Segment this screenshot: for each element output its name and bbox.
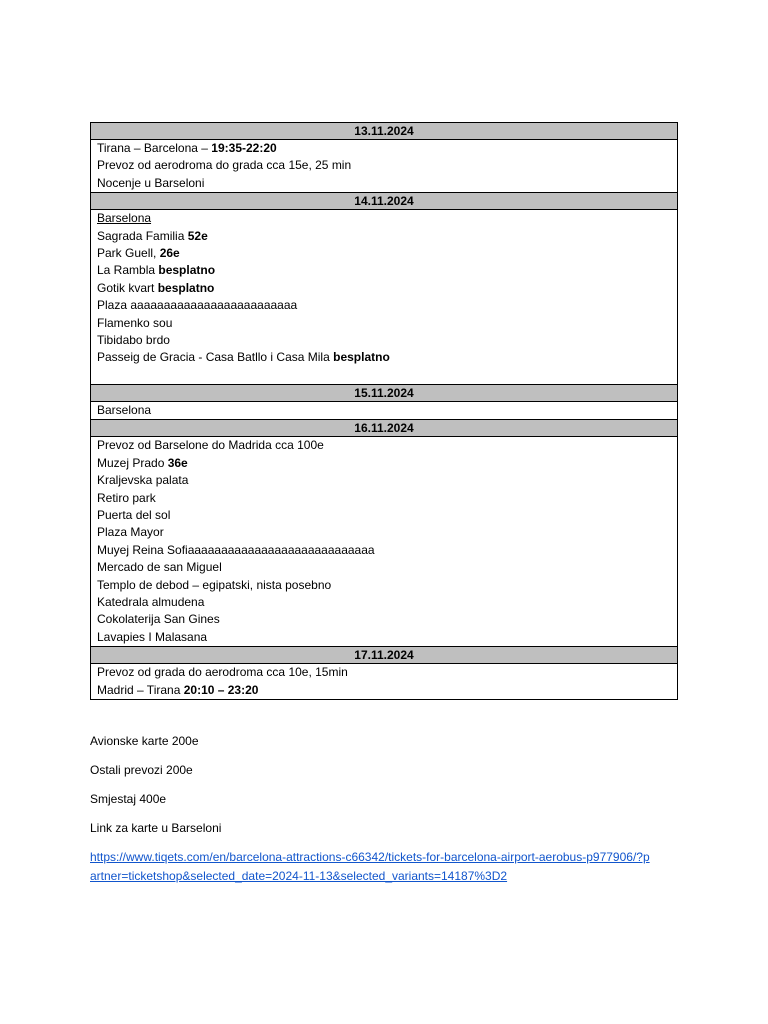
activity-text: Mercado de san Miguel [97, 560, 222, 575]
activity-line [97, 315, 671, 332]
activity-text: Flamenko sou [97, 315, 173, 330]
day-header-row [91, 123, 678, 140]
activity-text: Plaza Mayor [97, 525, 164, 540]
activity-text: Sagrada Familia [97, 228, 188, 243]
activity-text: Prevoz od Barselone do Madrida cca 100e [97, 438, 324, 453]
activity-line [97, 332, 671, 349]
activity-highlight: besplatno [158, 263, 216, 278]
activity-line [97, 367, 671, 384]
day-date: 16.11.2024 [91, 420, 678, 437]
day-header-row [91, 647, 678, 664]
day-date: 13.11.2024 [91, 123, 678, 140]
activity-text: Tibidabo brdo [97, 332, 170, 347]
activity-highlight: 19:35-22:20 [211, 141, 277, 155]
day-activities [91, 210, 678, 385]
day-activities [91, 140, 678, 193]
activity-line [97, 507, 671, 524]
activity-text: Plaza aaaaaaaaaaaaaaaaaaaaaaaaa [97, 298, 298, 313]
activity-line [97, 228, 671, 245]
day-content-row [91, 402, 678, 420]
activity-line [97, 611, 671, 628]
activity-line [97, 577, 671, 594]
day-header-row [91, 193, 678, 210]
activity-highlight: 20:10 – 23:20 [183, 682, 259, 697]
activity-text: Tirana – Barcelona – [97, 141, 212, 155]
day-date: 14.11.2024 [91, 193, 678, 210]
activity-text: Gotik kvart [97, 280, 158, 295]
activity-highlight: 36e [167, 455, 188, 470]
activity-line [97, 629, 671, 646]
activity-line [97, 437, 671, 454]
activity-highlight: 52e [187, 228, 208, 243]
day-date: 17.11.2024 [91, 647, 678, 664]
day-date: 15.11.2024 [91, 385, 678, 402]
activity-line [97, 402, 671, 419]
activity-text: Puerta del sol [97, 508, 171, 523]
note-flights: Avionske karte 200e [90, 734, 199, 748]
activity-line [97, 297, 671, 314]
activity-text: Retiro park [97, 490, 156, 505]
activity-text: Lavapies I Malasana [97, 629, 208, 644]
activity-line [97, 210, 671, 227]
activity-line [97, 245, 671, 262]
activity-text: Katedrala almudena [97, 594, 205, 609]
activity-text: La Rambla [97, 263, 159, 278]
activity-line [97, 262, 671, 279]
activity-line [97, 280, 671, 297]
activity-line [97, 157, 671, 174]
activity-line [97, 349, 671, 366]
activity-text: Nocenje u Barseloni [97, 175, 205, 190]
activity-line [97, 175, 671, 192]
activity-text: Barselona [97, 403, 152, 418]
activity-line [97, 140, 671, 157]
activity-text: Muyej Reina Sofiaaaaaaaaaaaaaaaaaaaaaaaaaaaa [97, 542, 375, 557]
note-link-label: Link za karte u Barseloni [90, 821, 222, 835]
activity-highlight: besplatno [157, 280, 215, 295]
activity-line [97, 542, 671, 559]
activity-text: Barselona [97, 211, 152, 226]
activity-text: Kraljevska palata [97, 473, 189, 488]
activity-line [97, 682, 671, 699]
activity-text: Cokolaterija San Gines [97, 612, 220, 627]
day-content-row [91, 664, 678, 700]
day-content-row [91, 437, 678, 647]
activity-highlight: besplatno [333, 350, 390, 365]
activity-line [97, 559, 671, 576]
activity-line [97, 490, 671, 507]
note-accommodation: Smjestaj 400e [90, 792, 167, 806]
activity-text: Prevoz od grada do aerodroma cca 10e, 15min [97, 665, 348, 680]
day-header-row [91, 420, 678, 437]
tickets-link[interactable]: https://www.tiqets.com/en/barcelona-attractions-c66342/tickets-for-barcelona-airport-aerobus-p977906/?partner=ticketshop&selected_date=2024-11-13&selected_variants=14187%3D2 [90, 850, 650, 883]
activity-text: Passeig de Gracia - Casa Batllo i Casa Mila [97, 350, 334, 365]
activity-text: Park Guell, [97, 245, 160, 260]
day-header-row [91, 385, 678, 402]
activity-text: Templo de debod – egipatski, nista posebno [97, 577, 332, 592]
activity-text: Prevoz od aerodroma do grada cca 15e, 25 min [97, 158, 352, 173]
activity-highlight: 26e [159, 245, 180, 260]
day-activities [91, 437, 678, 647]
activity-line [97, 594, 671, 611]
day-activities [91, 664, 678, 700]
activity-text: Madrid – Tirana [97, 682, 184, 697]
note-transport: Ostali prevozi 200e [90, 763, 193, 777]
activity-text: Muzej Prado [97, 455, 168, 470]
activity-line [97, 524, 671, 541]
activity-line [97, 455, 671, 472]
day-content-row [91, 140, 678, 193]
activity-line [97, 664, 671, 681]
notes-section [90, 733, 690, 849]
day-content-row [91, 210, 678, 385]
day-activities [91, 402, 678, 420]
activity-line [97, 472, 671, 489]
itinerary-body [91, 123, 678, 700]
itinerary-table [90, 122, 678, 700]
